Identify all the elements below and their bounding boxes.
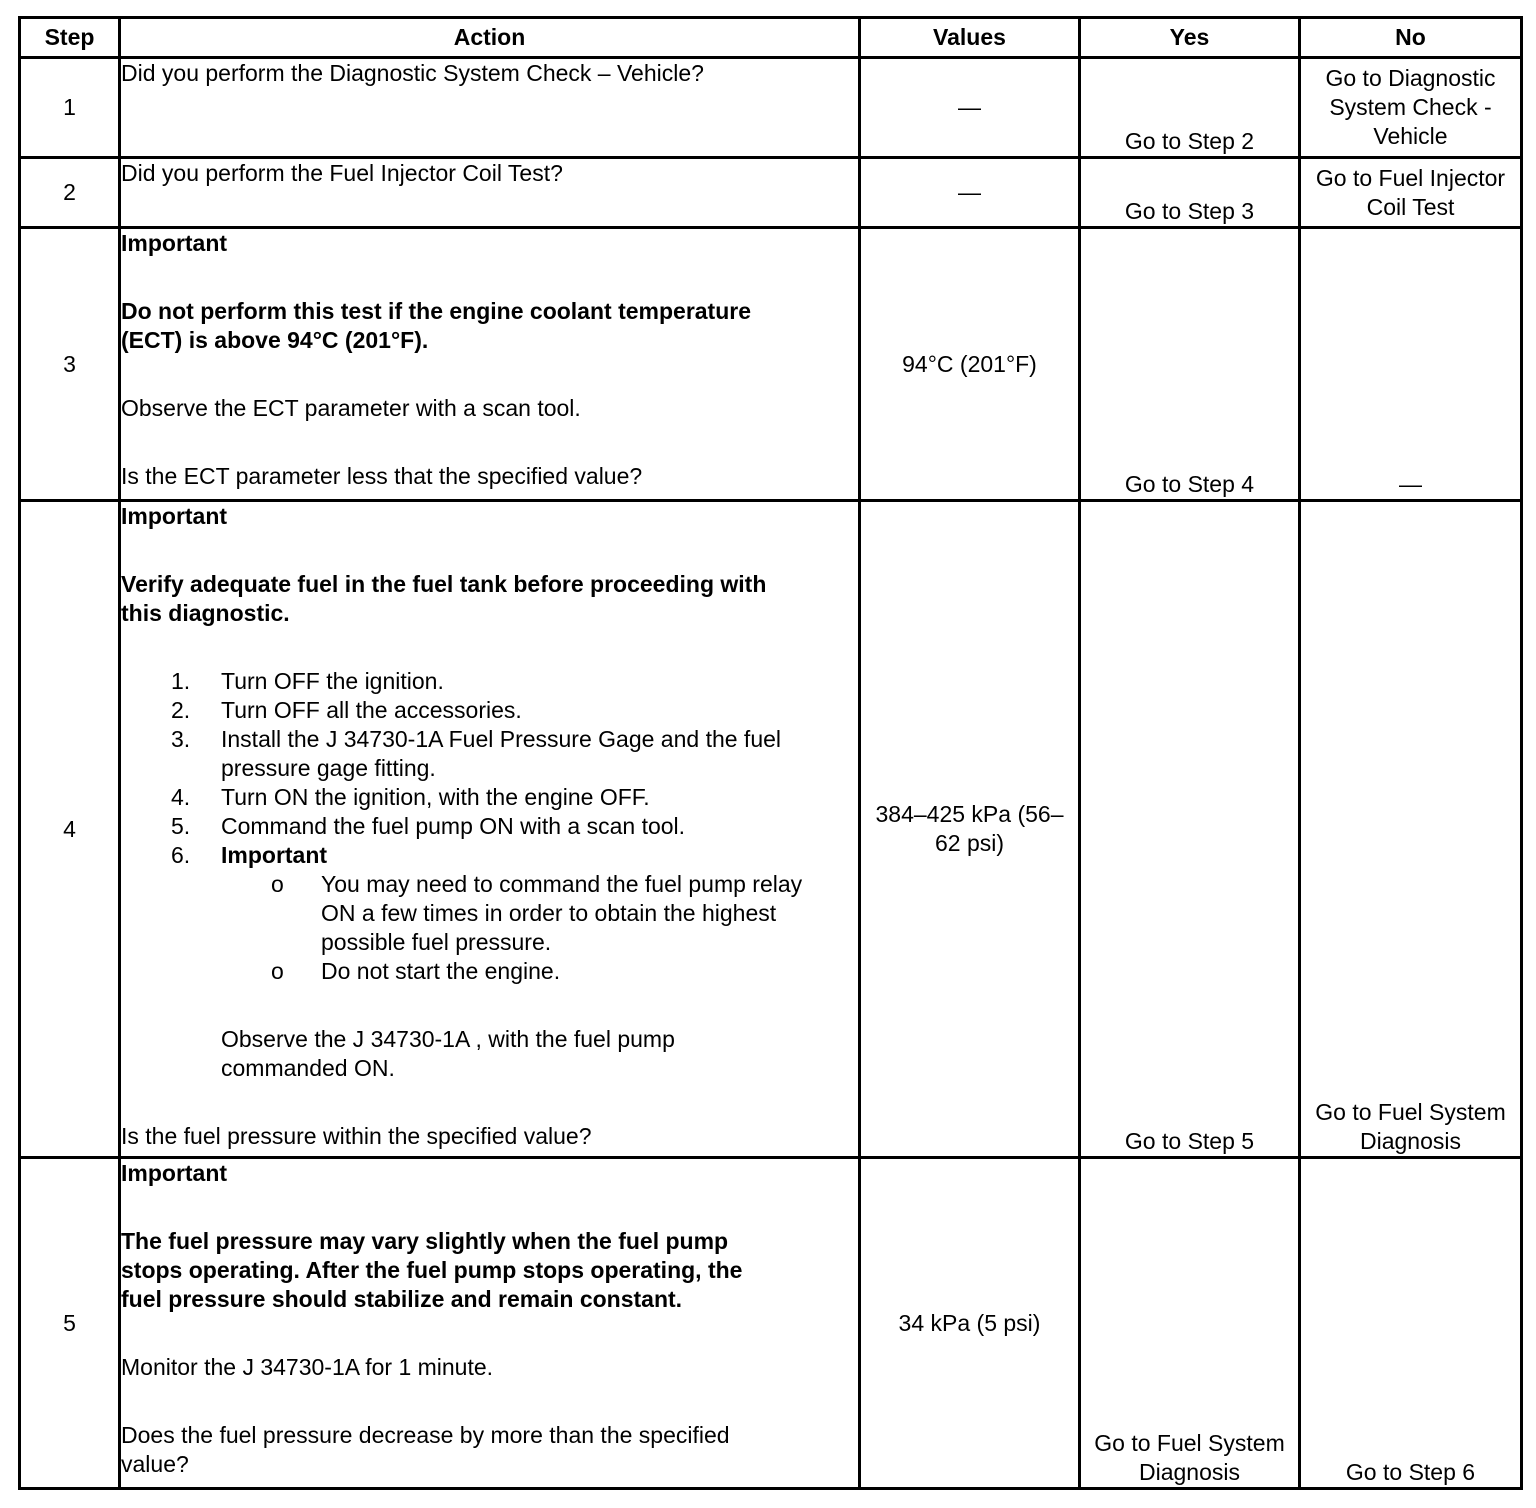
list-item [271,957,858,986]
step-number: 5 [20,1158,120,1489]
action-question [121,1421,858,1479]
subnote-line: Do not start the engine. [321,958,561,984]
header-step: Step [20,18,120,58]
subnote-list [121,870,858,986]
yes-cell: Go to Step 2 [1080,58,1300,158]
list-item [171,667,858,696]
note-line: Verify adequate fuel in the fuel tank before proceeding with [121,571,767,597]
yes-cell: Go to Step 4 [1080,228,1300,501]
substep-number: 2. [171,697,191,723]
no-cell: Go to Step 6 [1300,1158,1522,1489]
substep-line: Turn OFF the ignition. [221,668,444,694]
yes-cell [1080,1158,1300,1489]
action-question: Did you perform the Diagnostic System Check – Vehicle? [121,60,704,86]
note-line: (ECT) is above 94°C (201°F). [121,327,429,353]
substep-important: Important [221,842,328,868]
substep-number: 6. [171,842,191,868]
header-values: Values [860,18,1080,58]
substep-line: pressure gage fitting. [221,755,436,781]
substep-line: Turn ON the ignition, with the engine OFF. [221,784,650,810]
substep-line: Turn OFF all the accessories. [221,697,522,723]
question-line: Does the fuel pressure decrease by more than the specified [121,1422,730,1448]
bullet-icon: o [271,871,284,897]
no-line: System Check - [1329,94,1492,120]
note-line: Do not perform this test if the engine coolant temperature [121,298,752,324]
subnote-line: You may need to command the fuel pump relay [321,871,803,897]
question-line: value? [121,1451,189,1477]
header-yes: Yes [1080,18,1300,58]
step-number: 2 [20,158,120,228]
yes-cell: Go to Step 3 [1080,158,1300,228]
yes-line: Go to Fuel System [1094,1430,1285,1456]
no-cell [1300,58,1522,158]
substep-number: 3. [171,726,191,752]
substep-number: 5. [171,813,191,839]
action-instruction: Observe the ECT parameter with a scan tool. [121,395,581,421]
value-cell [860,58,1080,158]
list-item [171,841,858,870]
important-heading: Important [121,230,228,256]
no-line: Go to Fuel Injector [1315,164,1506,191]
no-cell [1300,158,1522,228]
yes-cell: Go to Step 5 [1080,501,1300,1158]
list-item [271,870,858,957]
action-cell [120,1158,860,1489]
value-line: 384–425 kPa (56– [875,801,1064,827]
note-line: The fuel pressure may vary slightly when the fuel pump [121,1228,729,1254]
important-note [121,1227,858,1314]
substep-line: Install the J 34730-1A Fuel Pressure Gage and the fuel [221,726,782,752]
action-instruction: Monitor the J 34730-1A for 1 minute. [121,1354,494,1380]
substep-line: Command the fuel pump ON with a scan tool. [221,813,686,839]
dash-value: — [958,94,981,120]
table-row [20,228,1522,501]
action-question: Is the fuel pressure within the specified value? [121,1123,592,1149]
observe-line: Observe the J 34730-1A , with the fuel pump [221,1026,675,1052]
table-row [20,58,1522,158]
yes-line: Diagnosis [1139,1459,1240,1485]
table-row [20,1158,1522,1489]
value-cell: 34 kPa (5 psi) [860,1158,1080,1489]
no-line: Go to Diagnostic [1325,65,1496,91]
step-number: 3 [20,228,120,501]
action-cell [120,158,860,228]
action-question: Did you perform the Fuel Injector Coil Test? [121,160,563,186]
important-note [121,297,858,355]
note-line: fuel pressure should stabilize and remain constant. [121,1286,683,1312]
observe-line: commanded ON. [221,1055,395,1081]
subnote-line: possible fuel pressure. [321,929,552,955]
note-line: this diagnostic. [121,600,290,626]
step-number: 1 [20,58,120,158]
value-cell [860,501,1080,1158]
no-line: Vehicle [1373,123,1448,149]
dash-value: — [958,179,981,205]
list-item [171,725,858,783]
subnote-line: ON a few times in order to obtain the highest [321,900,777,926]
value-cell: 94°C (201°F) [860,228,1080,501]
substep-list [121,667,858,870]
important-note [121,570,858,628]
action-cell [120,58,860,158]
header-action: Action [120,18,860,58]
action-question: Is the ECT parameter less that the specified value? [121,463,643,489]
no-line: Coil Test [1366,193,1455,220]
header-no: No [1300,18,1522,58]
no-line: Go to Fuel System [1315,1099,1506,1125]
header-row [20,18,1522,58]
substep-number: 4. [171,784,191,810]
observe-note [121,1025,858,1083]
action-cell [120,228,860,501]
no-cell [1300,501,1522,1158]
action-cell [120,501,860,1158]
list-item [171,812,858,841]
no-line: Diagnosis [1360,1128,1461,1154]
value-cell [860,158,1080,228]
no-cell: — [1300,228,1522,501]
list-item [171,783,858,812]
table-row [20,501,1522,1158]
list-item [171,696,858,725]
note-line: stops operating. After the fuel pump stops operating, the [121,1257,743,1283]
important-heading: Important [121,1160,228,1186]
diagnostic-table [18,16,1523,1490]
table-row [20,158,1522,228]
value-line: 62 psi) [934,830,1005,856]
bullet-icon: o [271,958,284,984]
step-number: 4 [20,501,120,1158]
important-heading: Important [121,503,228,529]
substep-number: 1. [171,668,191,694]
